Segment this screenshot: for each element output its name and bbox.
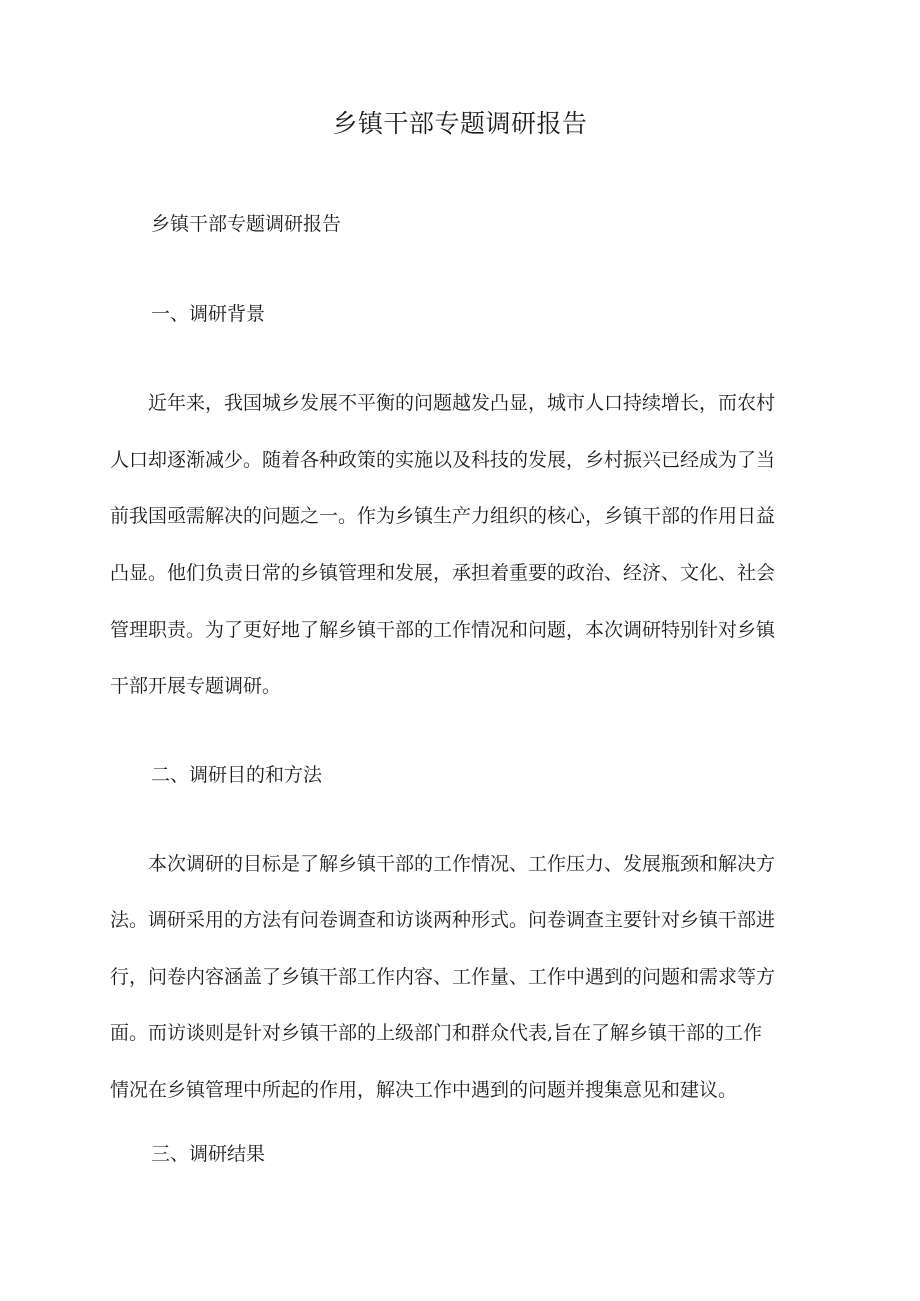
paragraph-line: 前我国亟需解决的问题之一。作为乡镇生产力组织的核心，乡镇干部的作用日益 (110, 505, 776, 527)
paragraph-line: 法。调研采用的方法有问卷调查和访谈两种形式。问卷调查主要针对乡镇干部进 (110, 909, 776, 931)
paragraph-line: 情况在乡镇管理中所起的作用，解决工作中遇到的问题并搜集意见和建议。 (110, 1079, 738, 1101)
paragraph-line: 本次调研的目标是了解乡镇干部的工作情况、工作压力、发展瓶颈和解决方 (110, 853, 776, 875)
paragraph-line: 行，问卷内容涵盖了乡镇干部工作内容、工作量、工作中遇到的问题和需求等方 (110, 966, 776, 988)
paragraph-line: 面。而访谈则是针对乡镇干部的上级部门和群众代表,旨在了解乡镇干部的工作 (110, 1022, 763, 1044)
paragraph-line: 近年来，我国城乡发展不平衡的问题越发凸显，城市人口持续增长，而农村 (110, 392, 776, 414)
document-subtitle: 乡镇干部专题调研报告 (151, 213, 342, 235)
document-title: 乡镇干部专题调研报告 (332, 109, 588, 138)
paragraph-line: 人口却逐渐减少。随着各种政策的实施以及科技的发展，乡村振兴已经成为了当 (110, 449, 776, 471)
section-heading-background: 一、调研背景 (151, 303, 266, 325)
section-heading-purpose-method: 二、调研目的和方法 (151, 764, 323, 786)
paragraph-line: 凸显。他们负责日常的乡镇管理和发展，承担着重要的政治、经济、文化、社会 (110, 562, 776, 584)
section-heading-results: 三、调研结果 (151, 1143, 266, 1165)
paragraph-line: 干部开展专题调研。 (110, 675, 282, 697)
paragraph-line: 管理职责。为了更好地了解乡镇干部的工作情况和问题，本次调研特别针对乡镇 (110, 619, 776, 641)
